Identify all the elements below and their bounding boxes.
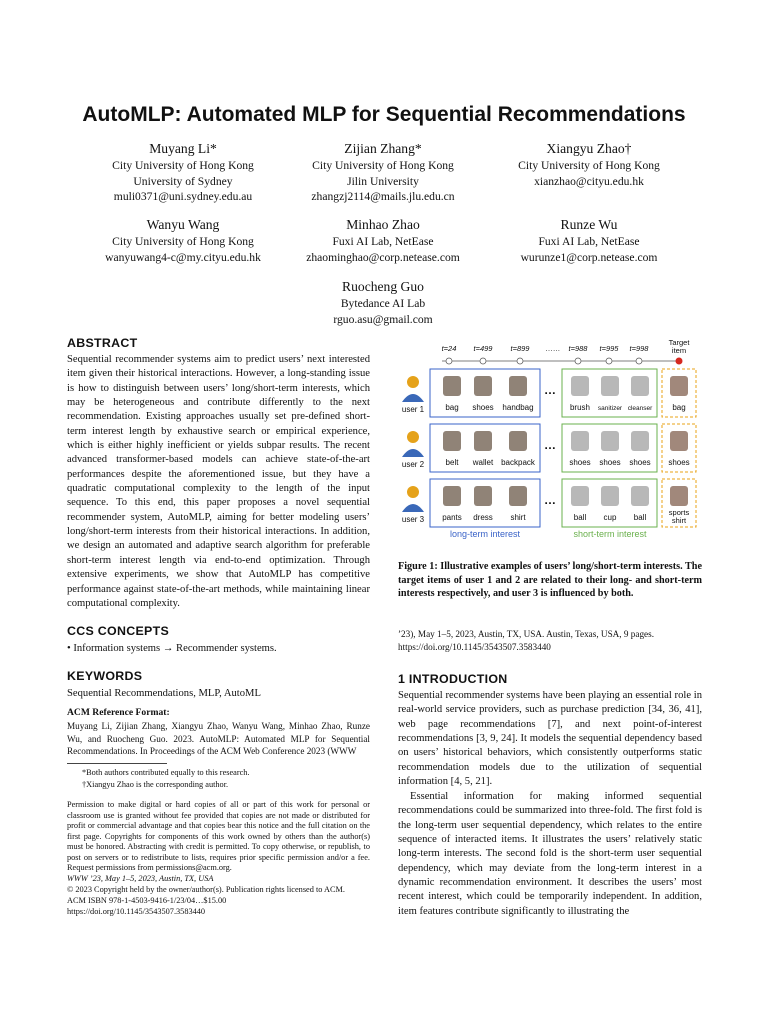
author-affiliation: rguo.asu@gmail.com: [333, 312, 433, 326]
timeline-dot: [446, 358, 452, 364]
author-affiliation: Fuxi AI Lab, NetEase: [538, 235, 640, 248]
author-1: [83, 140, 283, 205]
long-term-caption: long-term interest: [449, 529, 521, 539]
author-affiliation: Bytedance AI Lab: [340, 297, 426, 310]
author-name: Wanyu Wang: [146, 217, 220, 232]
timeline-label: t=899: [510, 344, 530, 353]
author-2: [283, 140, 483, 205]
user-icon: [402, 449, 424, 457]
copyright-line: © 2023 Copyright held by the owner/author(s). Publication rights licensed to ACM.: [67, 885, 345, 894]
target-thumbnail: [670, 431, 688, 451]
keywords-heading: KEYWORDS: [67, 669, 143, 683]
user-icon: [402, 504, 424, 512]
author-affiliation: muli0371@uni.sydney.edu.au: [113, 190, 253, 203]
target-dot: [676, 358, 683, 365]
item-thumbnail: [571, 486, 589, 506]
item-label: sanitizer: [597, 405, 623, 412]
author-affiliation: wanyuwang4-c@my.cityu.edu.hk: [105, 250, 261, 264]
abstract-text: Sequential recommender systems aim to predict users’ next interested item given their historical interactions. However, a long-standing issue is how to distinguish between users’ long/short-term interests, which may be heterogeneous and contribute differently to the next recommendation. Existing approaches usually set pre-defined short-term interest length by exhaustive search or empirical experience, which is either highly inefficient or yields subpar results. The recent advanced transformer-based models can achieve state-of-the-art performances despite the aforementioned issue, but they have a quadratic computational complexity to the length of the input sequence. To this end, this paper proposes a novel sequential recommender system, AutoMLP, aiming for better modeling users’ long/short-term interests from their historical interactions. In addition, we design an automated and adaptive search algorithm for preferable short-term interest length via end-to-end optimization. Through extensive experiments, we show that AutoMLP has competitive performance against state-of-the-art methods, while maintaining linear computational complexity.: [67, 354, 370, 609]
intro-paragraph-1: Sequential recommender systems have been playing an essential role in real-world service providers, such as purchase prediction [34, 36, 41], web page recommendations [7], and next point-of-interest recommendations [3, 9, 24]. It models the sequential dependency based on users’ historical behaviors, which consistently outperforms static recommendation models due to the utilization of sequential information [4, 5, 21].: [398, 690, 702, 788]
item-label: ball: [633, 513, 647, 522]
user-icon: [407, 431, 419, 443]
author-4: [83, 216, 283, 265]
item-thumbnail: [474, 486, 492, 506]
isbn-line: ACM ISBN 978-1-4503-9416-1/23/04…$15.00: [67, 896, 227, 905]
user-icon: [407, 486, 419, 498]
item-thumbnail: [443, 431, 461, 451]
user-label: user 2: [401, 460, 425, 469]
author-affiliation: City University of Hong Kong: [112, 159, 254, 172]
author-affiliation: City University of Hong Kong: [518, 159, 660, 172]
abstract-heading: ABSTRACT: [67, 336, 138, 350]
intro-paragraph-2: Essential information for making informed sequential recommendations could be summarized into three-fold. The first fold is the long-term user sequential dependency, which relates to the entire sequence of interacted items. It illustrates the users’ relatively static long-term interests. The second fold is the short-term user sequential dependency, which may deviate from the long-term interest in a dynamic recommendation environment. It describes the users’ most recent interest, which could be temporarily independent. In addition, item features contribute significantly to illustrating the: [398, 791, 702, 917]
doi-line: https://doi.org/10.1145/3543507.3583440: [67, 907, 206, 916]
author-affiliation: xianzhao@cityu.edu.hk: [534, 174, 644, 188]
item-label: pants: [442, 513, 462, 522]
venue-line: WWW ’23, May 1–5, 2023, Austin, TX, USA: [67, 874, 214, 883]
user-label: user 3: [401, 515, 425, 524]
author-affiliation: Fuxi AI Lab, NetEase: [332, 235, 434, 248]
ccs-heading: CCS CONCEPTS: [67, 624, 170, 638]
timeline-label: t=499: [473, 344, 493, 353]
item-thumbnail: [601, 431, 619, 451]
author-7: [283, 278, 483, 327]
footnote-2: †Xiangyu Zhao is the corresponding author.: [82, 780, 229, 789]
item-label: belt: [445, 458, 459, 467]
target-label: Target: [668, 338, 690, 347]
timeline-label: t=998: [629, 344, 649, 353]
item-thumbnail: [631, 431, 649, 451]
user-icon: [402, 394, 424, 402]
target-item-label: bag: [672, 403, 686, 412]
target-item-label: shirt: [671, 516, 687, 525]
item-thumbnail: [601, 376, 619, 396]
item-label: shoes: [629, 458, 651, 467]
paper-title: AutoMLP: Automated MLP for Sequential Recommendations: [82, 103, 686, 126]
item-label: shoes: [569, 458, 591, 467]
item-label: brush: [569, 403, 591, 412]
author-affiliation: City University of Hong Kong: [312, 159, 454, 172]
target-thumbnail: [670, 376, 688, 396]
acm-ref-continued: ’23), May 1–5, 2023, Austin, TX, USA. Austin, Texas, USA, 9 pages. https://doi.org/10.1145/3543507.3583440: [398, 629, 655, 652]
timeline-dot: [606, 358, 612, 364]
item-thumbnail: [509, 486, 527, 506]
acm-ref-text: Muyang Li, Zijian Zhang, Xiangyu Zhao, Wanyu Wang, Minhao Zhao, Runze Wu, and Ruocheng Guo. 2023. AutoMLP: Automated MLP for Sequential Recommendations. In Proceedings of the ACM Web Conference 2023 (WWW: [67, 721, 370, 757]
permission-notice: Permission to make digital or hard copies of all or part of this work for personal or classroom use is granted without fee provided that copies are not made or distributed for profit or commercial advantage and that copies bear this notice and the full citation on the first page. Copyrights for components of this work owned by others than the author(s) must be honored. Abstracting with credit is permitted. To copy otherwise, or republish, to post on servers or to redistribute to lists, requires prior specific permission and/or a fee. Request permissions from permissions@acm.org.: [67, 800, 370, 872]
author-name: Muyang Li*: [149, 141, 217, 156]
author-affiliation: wurunze1@corp.netease.com: [520, 250, 658, 264]
target-item-label: shoes: [668, 458, 690, 467]
author-affiliation: City University of Hong Kong: [112, 235, 254, 248]
keywords-text: Sequential Recommendations, MLP, AutoML: [67, 688, 261, 699]
author-affiliation: zhangzj2114@mails.jlu.edu.cn: [311, 190, 455, 203]
target-label: item: [671, 346, 687, 355]
item-label: bag: [445, 403, 459, 412]
intro-heading: 1 INTRODUCTION: [398, 672, 508, 686]
item-thumbnail: [474, 376, 492, 396]
item-thumbnail: [631, 486, 649, 506]
item-thumbnail: [631, 376, 649, 396]
author-affiliation: University of Sydney: [133, 174, 233, 188]
author-6: [489, 216, 689, 265]
item-label: cup: [603, 513, 617, 522]
item-label: shoes: [599, 458, 621, 467]
item-thumbnail: [443, 486, 461, 506]
timeline-dot: [517, 358, 523, 364]
item-label: ball: [573, 513, 587, 522]
author-name: Minhao Zhao: [346, 217, 420, 232]
author-name: Zijian Zhang*: [344, 141, 422, 156]
footnote-rule: [67, 763, 167, 764]
user-icon: [407, 376, 419, 388]
item-label: shoes: [472, 403, 494, 412]
author-3: [489, 140, 689, 189]
author-name: Ruocheng Guo: [342, 279, 424, 294]
item-label: wallet: [472, 458, 494, 467]
timeline-label: t=988: [568, 344, 588, 353]
author-name: Xiangyu Zhao†: [546, 141, 632, 156]
item-thumbnail: [509, 376, 527, 396]
author-affiliation: Jilin University: [347, 174, 419, 188]
target-item-label: sports: [668, 508, 690, 517]
target-thumbnail: [670, 486, 688, 506]
timeline-label: t=995: [599, 344, 619, 353]
item-label: dress: [473, 513, 493, 522]
item-thumbnail: [443, 376, 461, 396]
user-label: user 1: [401, 405, 425, 414]
timeline-dot: [636, 358, 642, 364]
short-term-caption: short-term interest: [573, 529, 647, 539]
timeline-label: ……: [545, 344, 561, 353]
item-label: handbag: [502, 403, 534, 412]
item-thumbnail: [509, 431, 527, 451]
ccs-text: • Information systems → Recommender systems.: [67, 643, 277, 654]
item-thumbnail: [571, 431, 589, 451]
item-thumbnail: [601, 486, 619, 506]
item-thumbnail: [474, 431, 492, 451]
item-label: backpack: [501, 458, 535, 467]
author-affiliation: zhaominghao@corp.netease.com: [306, 250, 460, 264]
ellipsis: …: [544, 438, 556, 452]
footnote-1: *Both authors contributed equally to this research.: [82, 768, 250, 777]
ellipsis: …: [544, 383, 556, 397]
acm-ref-heading: ACM Reference Format:: [67, 707, 170, 718]
timeline-dot: [480, 358, 486, 364]
item-label: cleanser: [627, 405, 653, 412]
item-label: shirt: [510, 513, 526, 522]
author-name: Runze Wu: [560, 217, 618, 232]
item-thumbnail: [571, 376, 589, 396]
figure-caption: Figure 1: Illustrative examples of users’ long/short-term interests. The target items of user 1 and 2 are related to their long- and short-term interests respectively, and user 3 is influenced by both.: [398, 561, 702, 599]
author-5: [283, 216, 483, 265]
ellipsis: …: [544, 493, 556, 507]
timeline-dot: [575, 358, 581, 364]
timeline-label: t=24: [441, 344, 457, 353]
figure-1: [397, 337, 707, 547]
